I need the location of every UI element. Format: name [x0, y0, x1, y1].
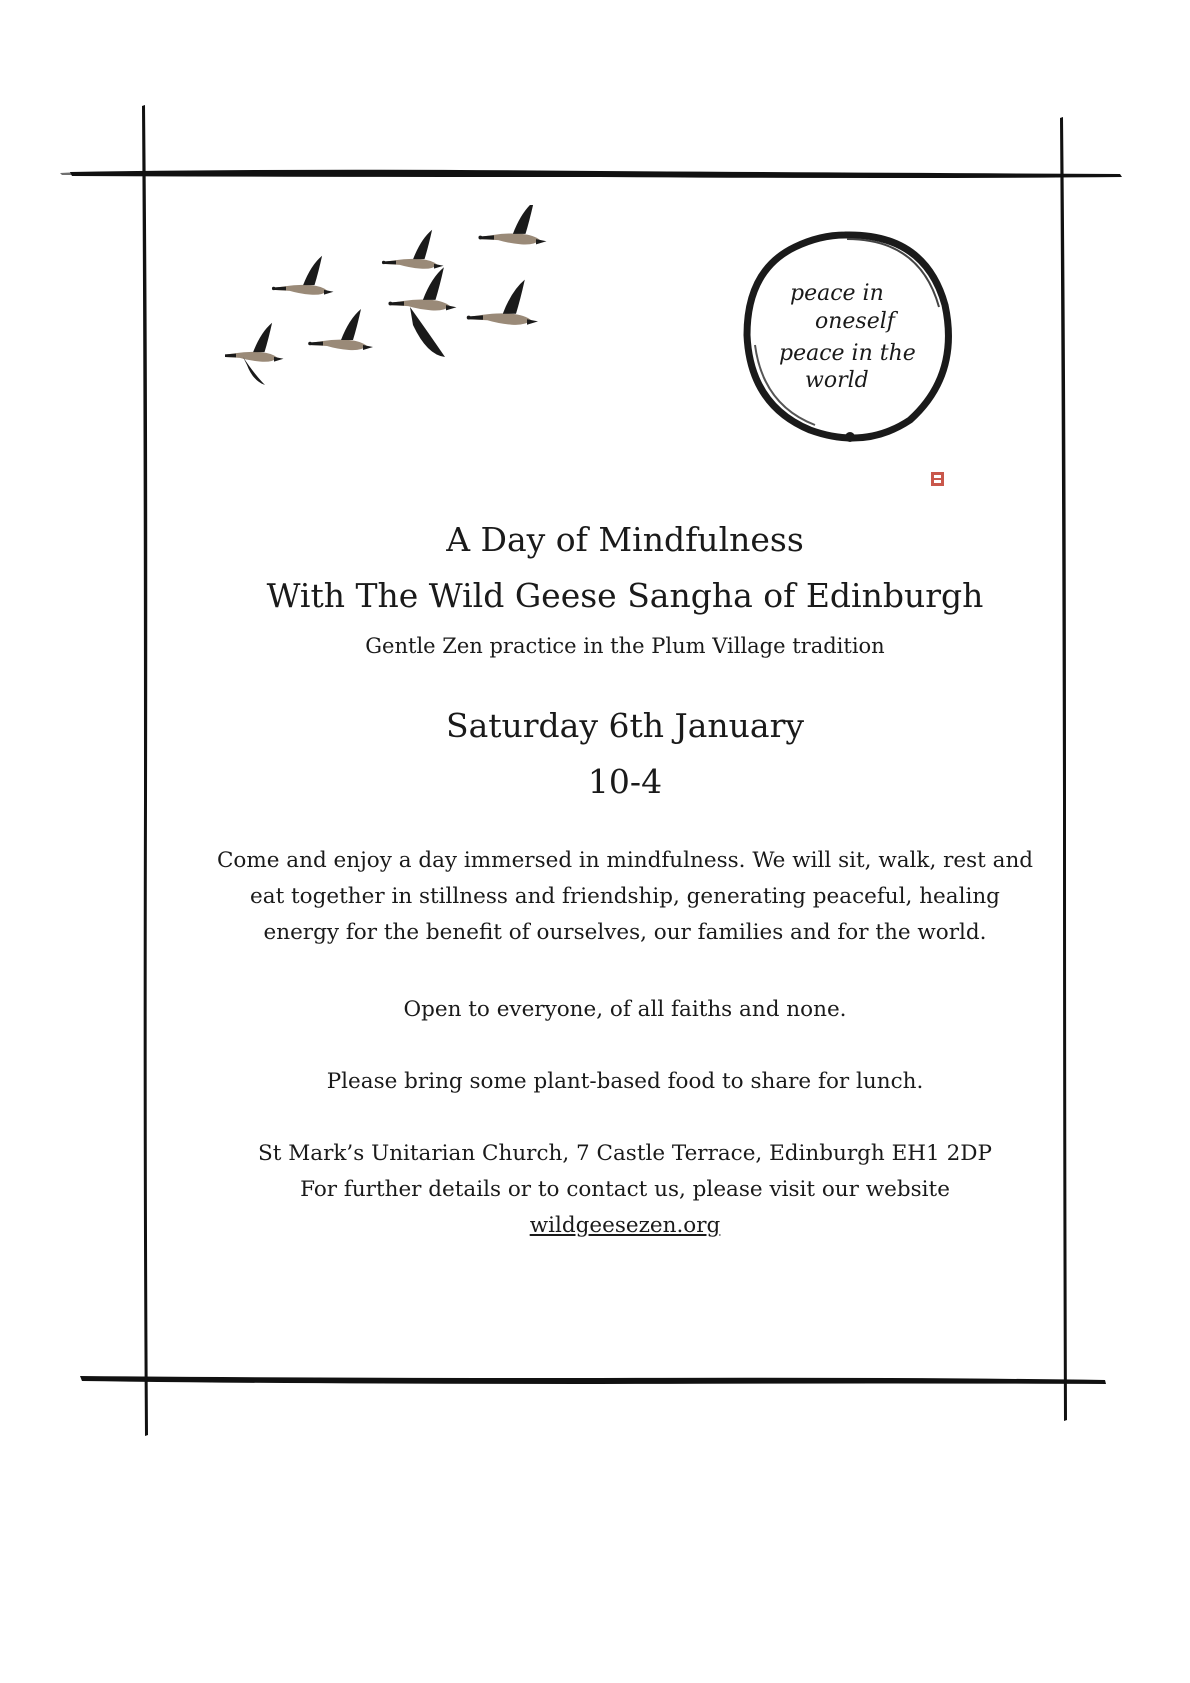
description-line-1: Come and enjoy a day immersed in mindfulness. We will sit, walk, rest and: [216, 848, 1034, 873]
food-note: Please bring some plant-based food to share for lunch.: [326, 1069, 924, 1094]
venue-address: St Mark’s Unitarian Church, 7 Castle Terrace, Edinburgh EH1 2DP: [258, 1141, 992, 1166]
flying-geese-illustration: [225, 205, 605, 435]
event-time: 10-4: [587, 762, 663, 801]
enso-line-4: world: [805, 368, 869, 393]
event-date: Saturday 6th January: [445, 706, 804, 745]
event-date-time: [160, 698, 1090, 810]
event-title: [160, 512, 1090, 624]
enso-line-2: oneself: [815, 309, 895, 334]
open-note: Open to everyone, of all faiths and none.: [403, 997, 847, 1022]
enso-circle: [747, 235, 948, 442]
website-link[interactable]: wildgeesezen.org: [529, 1213, 721, 1238]
enso-line-3: peace in the: [779, 341, 916, 366]
description-line-2: eat together in stillness and friendship, generating peaceful, healing: [250, 884, 1000, 909]
title-line-1: A Day of Mindfulness: [446, 520, 804, 559]
contact-details: For further details or to contact us, please visit our website: [300, 1177, 950, 1202]
title-line-2: With The Wild Geese Sangha of Edinburgh: [266, 576, 984, 615]
description-line-3: energy for the benefit of ourselves, our families and for the world.: [263, 920, 987, 945]
contact-info: [160, 1136, 1090, 1244]
enso-line-1: peace in: [790, 281, 884, 306]
event-subtitle: Gentle Zen practice in the Plum Village tradition: [365, 634, 885, 658]
event-description: [160, 843, 1090, 951]
enso-calligraphy: [735, 225, 965, 495]
seal-stamp: [931, 472, 944, 486]
